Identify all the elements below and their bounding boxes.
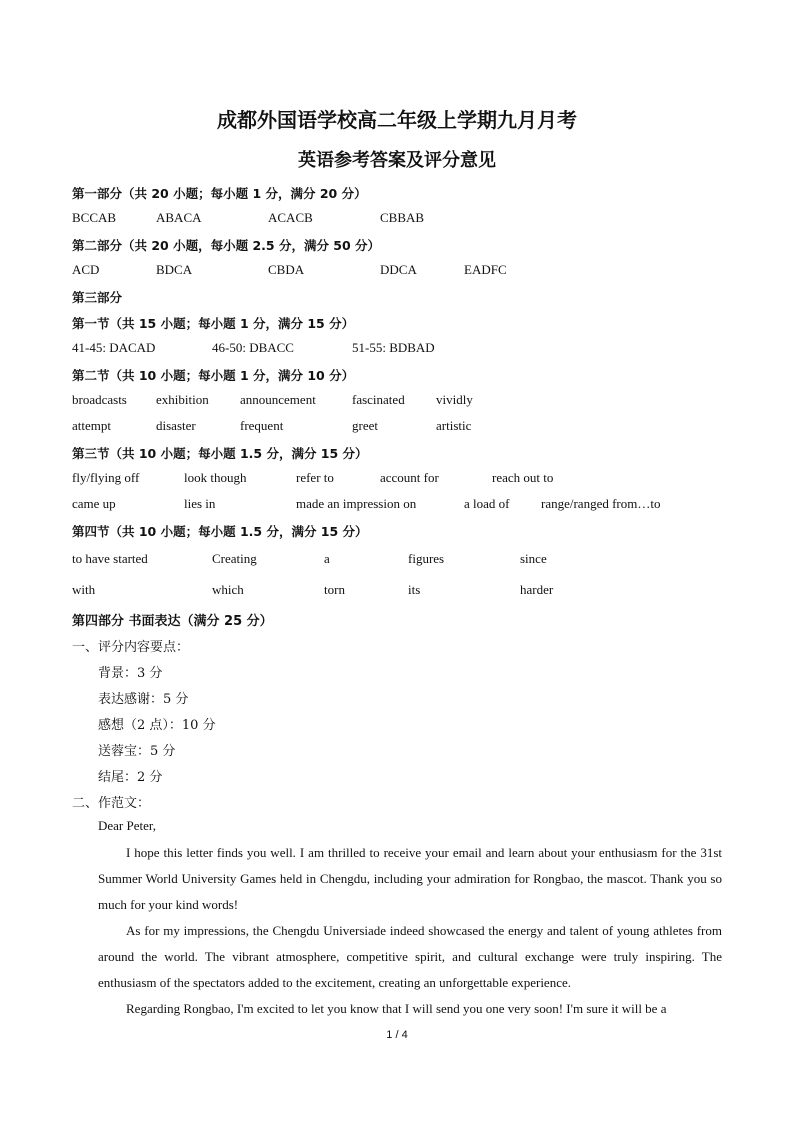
criteria-item: 感想（2 点）：10 分: [98, 718, 216, 733]
answer-word: artistic: [436, 418, 472, 433]
answer-group: ABACA: [156, 210, 202, 225]
answer-word: its: [408, 582, 421, 597]
part3-sec3-row2: [0, 496, 794, 516]
answer-phrase: came up: [72, 496, 116, 511]
answer-word: harder: [520, 582, 554, 597]
answer-phrase: look though: [184, 470, 247, 485]
answer-group: CBDA: [268, 262, 305, 277]
page-title: 成都外国语学校高二年级上学期九月月考: [217, 108, 577, 132]
answer-word: figures: [408, 551, 445, 566]
answer-phrase: fly/flying off: [72, 470, 140, 485]
answer-phrase: refer to: [296, 470, 334, 485]
answer-phrase: lies in: [184, 496, 216, 511]
part3-sec3-row1: [0, 470, 794, 490]
part1-answers-row: [0, 210, 794, 230]
part3-sec4-heading: 第四节（共 10 小题；每小题 1.5 分，满分 15 分）: [72, 524, 368, 539]
criteria-item: 背景：3 分: [98, 666, 163, 681]
letter-paragraph: Regarding Rongbao, I'm excited to let you know that I will send you one very soon! I'm sure it will be a: [126, 1001, 667, 1016]
part3-sec3-heading: 第三节（共 10 小题；每小题 1.5 分，满分 15 分）: [72, 446, 368, 461]
answer-word: torn: [324, 582, 345, 597]
answer-phrase: range/ranged from…to: [541, 496, 661, 511]
part3-sec2-heading: 第二节（共 10 小题；每小题 1 分，满分 10 分）: [72, 368, 355, 383]
answer-word: disaster: [156, 418, 196, 433]
part4-heading: 第四部分 书面表达（满分 25 分）: [72, 614, 273, 629]
answer-word: attempt: [72, 418, 111, 433]
part3-heading: 第三部分: [72, 290, 123, 305]
answer-word: broadcasts: [72, 392, 127, 407]
answer-group: EADFC: [464, 262, 507, 277]
answer-group: 51-55: BDBAD: [352, 340, 435, 355]
letter-paragraph: As for my impressions, the Chengdu Universiade indeed showcased the energy and talent of young athletes from around the world. The vibrant atmosphere, competitive spirit, and cultural exchange were truly inspiring. The enthusiasm of the spectators added to the excitement, creating an unforgettable experience.: [98, 923, 722, 990]
part3-sec4-row1: [0, 551, 794, 571]
answer-phrase: reach out to: [492, 470, 554, 485]
part3-sec1-answers-row: [0, 340, 794, 360]
criteria-item: 结尾：2 分: [98, 770, 163, 785]
criteria-item: 送蓉宝：5 分: [98, 744, 176, 759]
answer-word: Creating: [212, 551, 257, 566]
answer-word: greet: [352, 418, 378, 433]
answer-word: which: [212, 582, 244, 597]
answer-group: ACACB: [268, 210, 313, 225]
answer-word: frequent: [240, 418, 284, 433]
part2-heading: 第二部分（共 20 小题，每小题 2.5 分，满分 50 分）: [72, 238, 381, 253]
answer-group: 41-45: DACAD: [72, 340, 156, 355]
part3-sec2-row2: [0, 418, 794, 438]
answer-group: 46-50: DBACC: [212, 340, 294, 355]
part3-sec2-row1: [0, 392, 794, 412]
sample-letter-body: [98, 840, 722, 1022]
part3-sec4-row2: [0, 582, 794, 602]
answer-word: to have started: [72, 551, 148, 566]
page-subtitle: 英语参考答案及评分意见: [298, 150, 496, 171]
answer-word: a: [324, 551, 330, 566]
answer-word: announcement: [240, 392, 316, 407]
answer-group: BDCA: [156, 262, 193, 277]
sample-heading: 二、作范文：: [72, 796, 151, 811]
criteria-item: 表达感谢：5 分: [98, 692, 189, 707]
letter-salutation: Dear Peter,: [98, 818, 156, 833]
answer-group: CBBAB: [380, 210, 425, 225]
answer-group: DDCA: [380, 262, 417, 277]
answer-phrase: made an impression on: [296, 496, 417, 511]
answer-group: BCCAB: [72, 210, 117, 225]
criteria-heading: 一、评分内容要点：: [72, 640, 190, 655]
part2-answers-row: [0, 262, 794, 282]
page-number: 1 / 4: [386, 1029, 408, 1041]
answer-phrase: account for: [380, 470, 439, 485]
answer-word: with: [72, 582, 96, 597]
answer-phrase: a load of: [464, 496, 510, 511]
answer-word: vividly: [436, 392, 473, 407]
answer-word: since: [520, 551, 547, 566]
part3-sec1-heading: 第一节（共 15 小题；每小题 1 分，满分 15 分）: [72, 316, 355, 331]
answer-group: ACD: [72, 262, 100, 277]
part1-heading: 第一部分（共 20 小题；每小题 1 分，满分 20 分）: [72, 186, 367, 201]
answer-word: exhibition: [156, 392, 209, 407]
answer-word: fascinated: [352, 392, 405, 407]
letter-paragraph: I hope this letter finds you well. I am thrilled to receive your email and learn about your enthusiasm for the 31st Summer World University Games held in Chengdu, including your admiration for Rongbao, the mascot. Thank you so much for your kind words!: [98, 845, 722, 912]
